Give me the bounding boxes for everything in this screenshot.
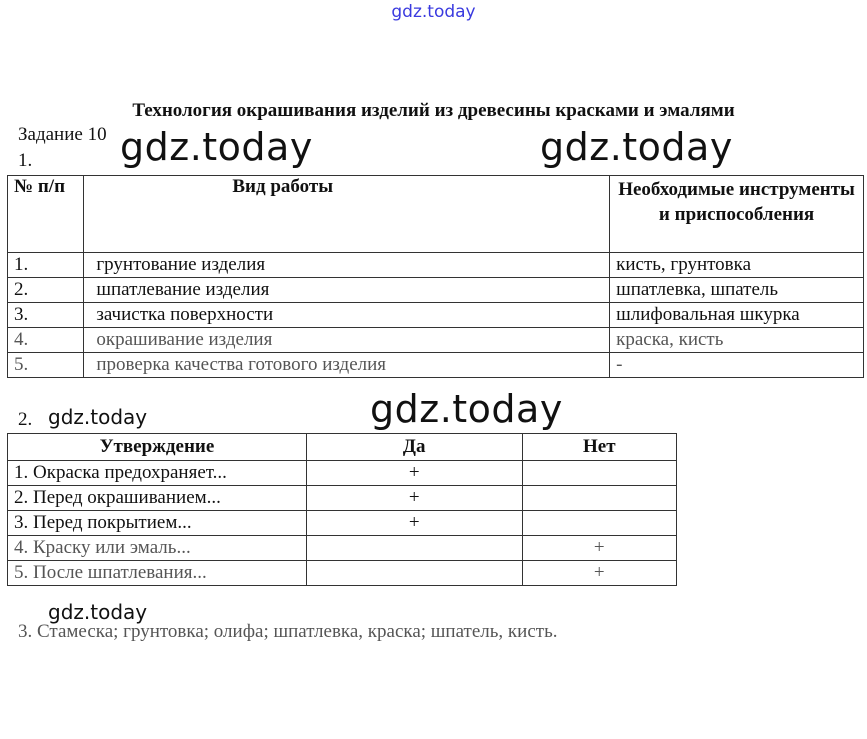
table-cell: шпатлевка, шпатель: [610, 278, 864, 303]
table-cell: окрашивание изделия: [84, 328, 610, 353]
table-cell: [522, 511, 676, 536]
table-cell: +: [306, 461, 522, 486]
column-header: Вид работы: [84, 176, 610, 253]
table-cell: -: [610, 353, 864, 378]
task-label: Задание 10: [18, 124, 107, 145]
table-cell: [306, 561, 522, 586]
part1-label: 1.: [18, 150, 33, 171]
table-cell: 2. Перед окрашиванием...: [8, 486, 307, 511]
table-row: [8, 253, 864, 278]
column-header: Да: [306, 434, 522, 461]
table-cell: зачистка поверхности: [84, 303, 610, 328]
table-cell: 1. Окраска предохраняет...: [8, 461, 307, 486]
part2-label: 2.: [18, 409, 33, 430]
table-cell: +: [522, 561, 676, 586]
table-row: [8, 561, 677, 586]
column-header: Нет: [522, 434, 676, 461]
table-cell: [522, 486, 676, 511]
column-header: Необходимые инструменты и приспособления: [610, 176, 864, 253]
table-row: [8, 303, 864, 328]
table-row: [8, 278, 864, 303]
table-row: [8, 328, 864, 353]
table-row: [8, 536, 677, 561]
table-header-row: [8, 176, 864, 253]
table-cell: 4.: [8, 328, 84, 353]
watermark-big-right: gdz.today: [540, 125, 733, 169]
table-cell: 5.: [8, 353, 84, 378]
table-cell: [522, 461, 676, 486]
table-cell: 3. Перед покрытием...: [8, 511, 307, 536]
work-table: [7, 175, 864, 378]
table-row: [8, 353, 864, 378]
table-header-row: [8, 434, 677, 461]
table-cell: 2.: [8, 278, 84, 303]
table-cell: +: [306, 486, 522, 511]
column-header: Утверждение: [8, 434, 307, 461]
table-cell: краска, кисть: [610, 328, 864, 353]
page-title: Технология окрашивания изделий из древесины красками и эмалями: [132, 100, 735, 121]
table-cell: шлифовальная шкурка: [610, 303, 864, 328]
statement-table: [7, 433, 677, 586]
column-header: № п/п: [8, 176, 84, 253]
table-cell: шпатлевание изделия: [84, 278, 610, 303]
table-row: [8, 486, 677, 511]
watermark-big-center: gdz.today: [370, 387, 563, 431]
table-cell: 4. Краску или эмаль...: [8, 536, 307, 561]
table-cell: [306, 536, 522, 561]
table-cell: 1.: [8, 253, 84, 278]
table-row: [8, 511, 677, 536]
watermark-small-2: gdz.today: [48, 600, 148, 624]
table-cell: 3.: [8, 303, 84, 328]
part3-answer: 3. Стамеска; грунтовка; олифа; шпатлевка, краска; шпатель, кисть.: [18, 621, 558, 642]
table-cell: проверка качества готового изделия: [84, 353, 610, 378]
watermark-top: gdz.today: [391, 2, 476, 22]
table-row: [8, 461, 677, 486]
table-cell: грунтование изделия: [84, 253, 610, 278]
table-cell: +: [306, 511, 522, 536]
table-cell: +: [522, 536, 676, 561]
table-cell: кисть, грунтовка: [610, 253, 864, 278]
watermark-small-1: gdz.today: [48, 405, 148, 429]
table-cell: 5. После шпатлевания...: [8, 561, 307, 586]
watermark-big-left: gdz.today: [120, 125, 313, 169]
